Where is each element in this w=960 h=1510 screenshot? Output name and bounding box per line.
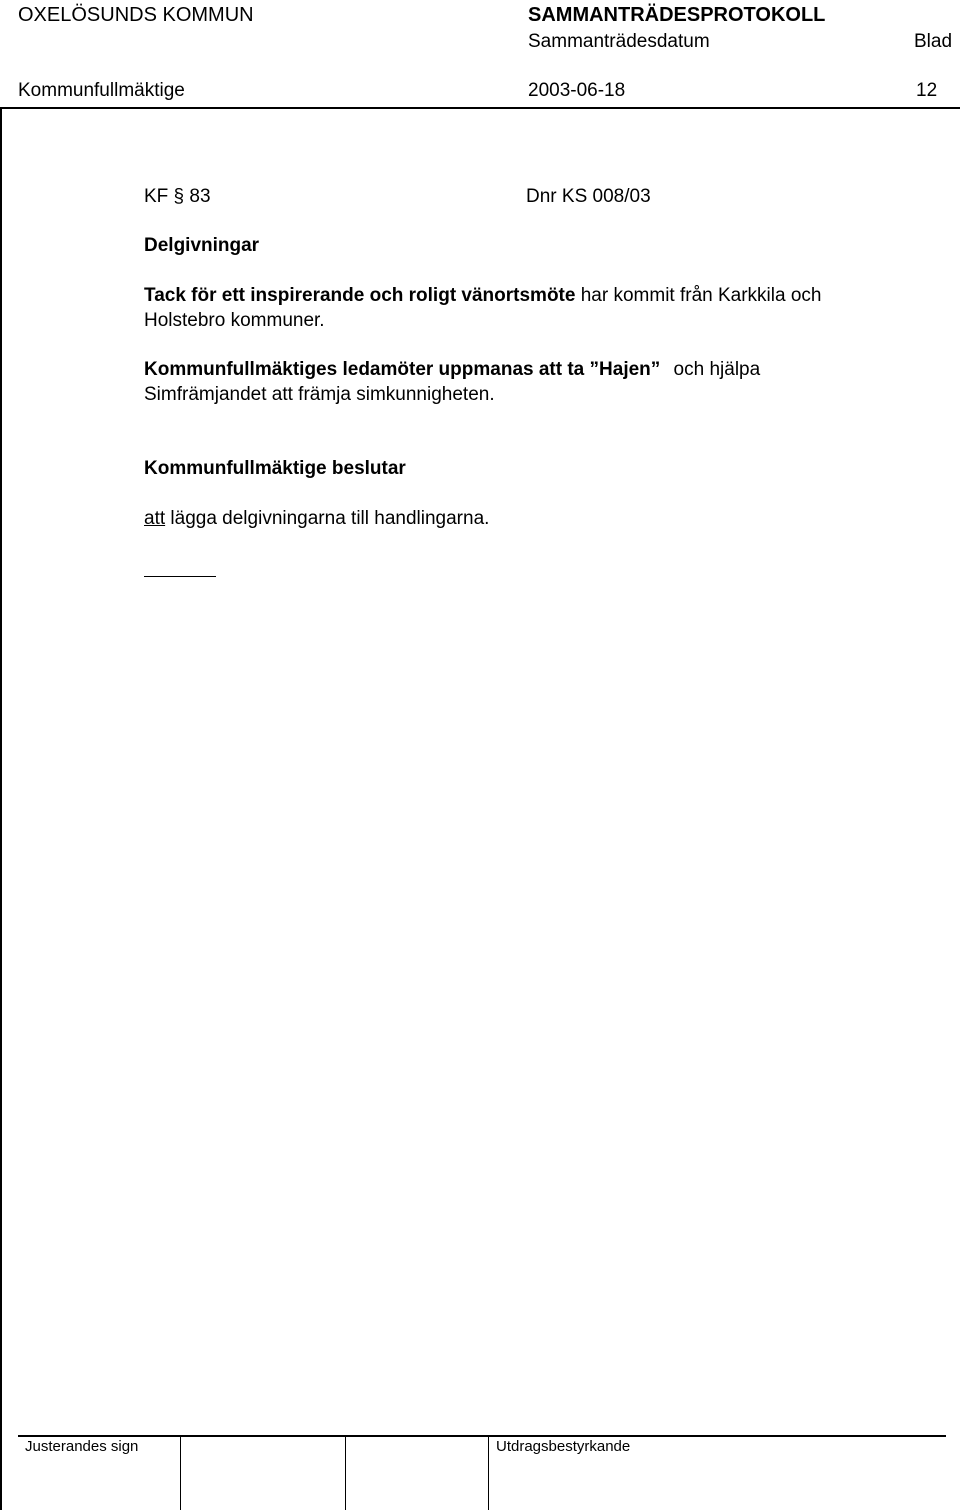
paragraph-1-bold-text: Tack för ett inspirerande och roligt vänortsmöte [144, 285, 576, 306]
header-divider [0, 107, 960, 109]
decision-att-word: att [144, 508, 166, 529]
decision-body: lägga delgivningarna till handlingarna. [170, 508, 490, 529]
footer-column-line-2 [345, 1436, 346, 1510]
utdragsbestyrkande-label: Utdragsbestyrkande [496, 1438, 631, 1455]
page-number: 12 [916, 80, 938, 101]
decision-text [144, 506, 489, 531]
footer-column-line-1 [180, 1436, 181, 1510]
paragraph-1-line-2: Holstebro kommuner. [144, 310, 325, 331]
section-title: Delgivningar [144, 235, 260, 256]
diary-number: Dnr KS 008/03 [526, 186, 651, 207]
document-type: SAMMANTRÄDESPROTOKOLL [528, 4, 826, 26]
council-name: Kommunfullmäktige [18, 80, 185, 101]
paragraph-2-line-1 [144, 357, 760, 382]
paragraph-2-rest-text: och hjälpa [673, 359, 761, 380]
page-label: Blad [914, 31, 953, 52]
left-margin-line [0, 107, 2, 1510]
paragraph-1-rest-text: har kommit från Karkkila och [580, 285, 822, 306]
footer-column-line-3 [488, 1436, 489, 1510]
paragraph-2-line-2: Simfrämjandet att främja simkunnigheten. [144, 384, 495, 405]
decision-heading: Kommunfullmäktige beslutar [144, 458, 406, 479]
paragraph-number: KF § 83 [144, 186, 211, 207]
meeting-date: 2003-06-18 [528, 80, 626, 101]
municipality-name: OXELÖSUNDS KOMMUN [18, 4, 254, 26]
end-of-section-rule [144, 576, 216, 577]
footer-divider [18, 1435, 946, 1437]
justerandes-sign-label: Justerandes sign [25, 1438, 139, 1455]
paragraph-2-bold-text: Kommunfullmäktiges ledamöter uppmanas att ta ”Hajen” [144, 359, 661, 380]
meeting-date-label: Sammanträdesdatum [528, 31, 710, 52]
paragraph-1-line-1 [144, 283, 821, 308]
